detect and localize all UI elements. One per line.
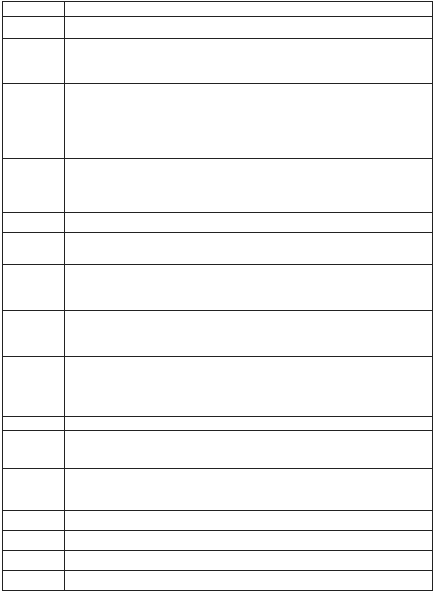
area-cell bbox=[65, 571, 433, 591]
area-cell bbox=[65, 417, 433, 431]
table-row bbox=[3, 17, 433, 39]
area-cell bbox=[65, 265, 433, 311]
header-row bbox=[3, 2, 433, 17]
school-cell bbox=[3, 159, 65, 213]
school-cell bbox=[3, 571, 65, 591]
table-row bbox=[3, 265, 433, 311]
school-cell bbox=[3, 213, 65, 233]
school-cell bbox=[3, 84, 65, 159]
school-cell bbox=[3, 417, 65, 431]
area-cell bbox=[65, 531, 433, 551]
school-cell bbox=[3, 233, 65, 265]
area-cell bbox=[65, 213, 433, 233]
school-cell bbox=[3, 39, 65, 84]
table-row bbox=[3, 417, 433, 431]
enrollment-table bbox=[2, 1, 433, 591]
school-cell bbox=[3, 511, 65, 531]
table-row bbox=[3, 469, 433, 511]
area-cell bbox=[65, 469, 433, 511]
area-cell bbox=[65, 17, 433, 39]
school-cell bbox=[3, 531, 65, 551]
table-row bbox=[3, 39, 433, 84]
area-cell bbox=[65, 551, 433, 571]
table-row bbox=[3, 159, 433, 213]
school-cell bbox=[3, 551, 65, 571]
area-cell bbox=[65, 84, 433, 159]
area-cell bbox=[65, 511, 433, 531]
area-cell bbox=[65, 39, 433, 84]
area-cell bbox=[65, 311, 433, 357]
table-row bbox=[3, 233, 433, 265]
table-row bbox=[3, 84, 433, 159]
table-row bbox=[3, 431, 433, 469]
school-cell bbox=[3, 469, 65, 511]
school-cell bbox=[3, 357, 65, 417]
area-cell bbox=[65, 431, 433, 469]
table-row bbox=[3, 551, 433, 571]
area-cell bbox=[65, 357, 433, 417]
area-cell bbox=[65, 233, 433, 265]
header-area bbox=[65, 2, 433, 17]
table-row bbox=[3, 357, 433, 417]
school-cell bbox=[3, 17, 65, 39]
table-row bbox=[3, 531, 433, 551]
school-cell bbox=[3, 311, 65, 357]
table-body bbox=[3, 17, 433, 591]
table-row bbox=[3, 311, 433, 357]
table-row bbox=[3, 213, 433, 233]
area-cell bbox=[65, 159, 433, 213]
header-school bbox=[3, 2, 65, 17]
school-cell bbox=[3, 431, 65, 469]
table-row bbox=[3, 511, 433, 531]
school-cell bbox=[3, 265, 65, 311]
table-row bbox=[3, 571, 433, 591]
